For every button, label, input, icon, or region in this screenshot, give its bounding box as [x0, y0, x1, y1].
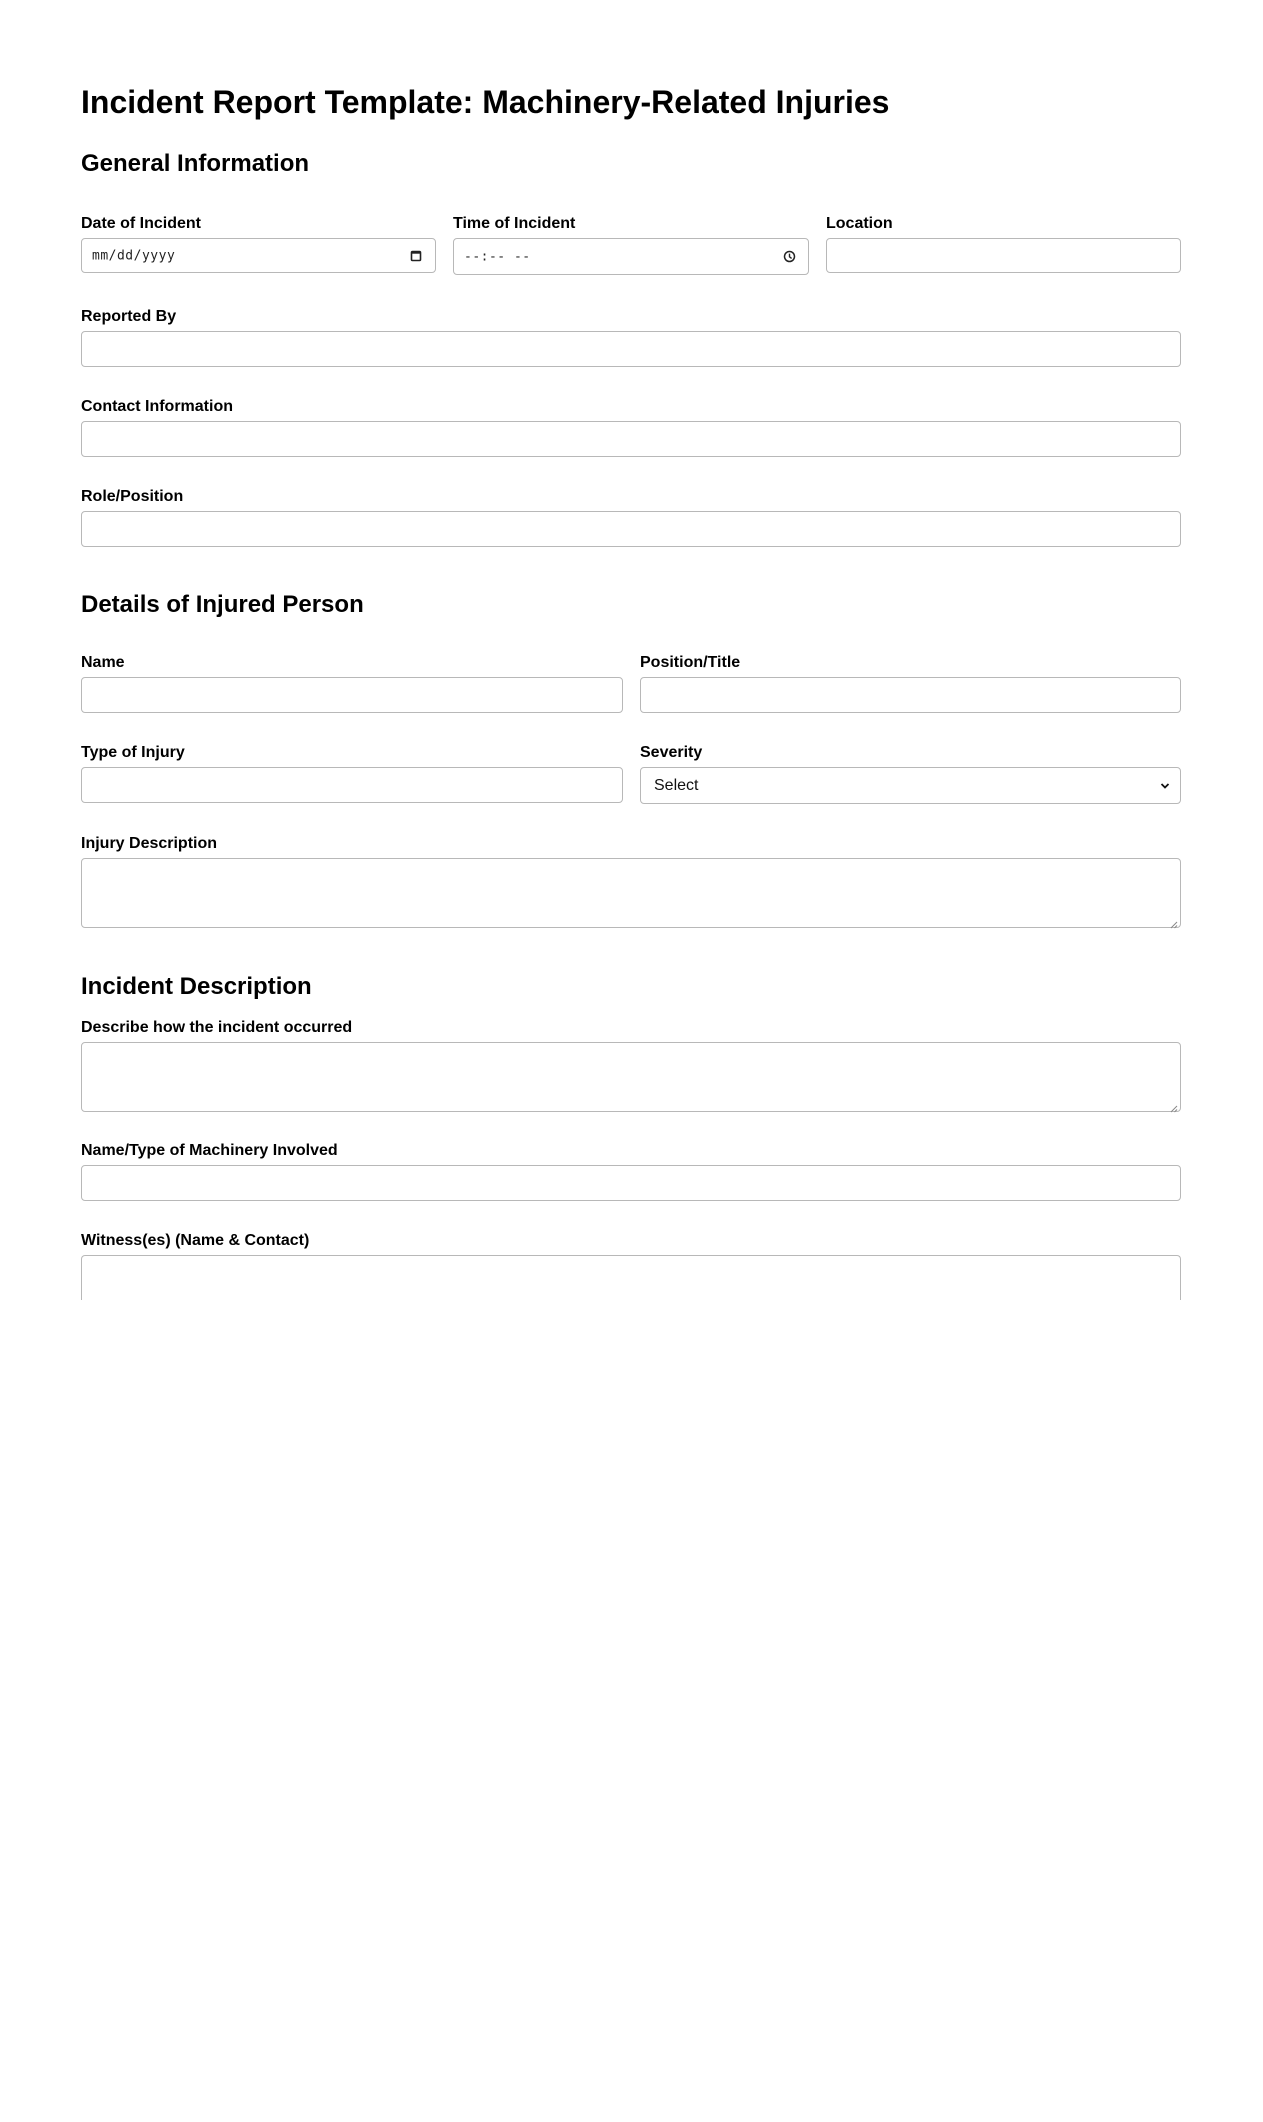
date-label: Date of Incident: [81, 215, 202, 232]
name-input[interactable]: [81, 677, 623, 713]
field-time-of-incident: [453, 216, 809, 275]
field-date-of-incident: [81, 216, 436, 273]
field-injury-description: [81, 836, 1181, 928]
field-witnesses: [81, 1233, 1181, 1300]
injury-description-label: Injury Description: [81, 835, 218, 852]
field-type-of-injury: [81, 745, 623, 803]
position-input[interactable]: [640, 677, 1181, 713]
incident-occurred-textarea[interactable]: [81, 1042, 1181, 1112]
injury-description-textarea[interactable]: [81, 858, 1181, 928]
time-placeholder: --:-- --: [464, 249, 531, 264]
resize-handle-icon[interactable]: [1169, 916, 1178, 925]
field-contact-information: [81, 399, 1181, 457]
calendar-icon[interactable]: [409, 249, 423, 263]
machinery-input[interactable]: [81, 1165, 1181, 1201]
section-heading-incident: Incident Description: [81, 973, 312, 1000]
field-incident-occurred: [81, 1020, 1181, 1112]
severity-select[interactable]: [640, 767, 1181, 804]
field-role-position: [81, 489, 1181, 547]
field-name: [81, 655, 623, 713]
name-label: Name: [81, 654, 125, 671]
witnesses-textarea[interactable]: [81, 1255, 1181, 1300]
machinery-label: Name/Type of Machinery Involved: [81, 1142, 338, 1159]
injury-type-label: Type of Injury: [81, 744, 185, 761]
location-input[interactable]: [826, 238, 1181, 273]
time-input[interactable]: [453, 238, 809, 275]
date-input[interactable]: [81, 238, 436, 273]
field-machinery-involved: [81, 1143, 1181, 1201]
reported-by-input[interactable]: [81, 331, 1181, 367]
location-label: Location: [826, 215, 893, 232]
chevron-down-icon: [1158, 779, 1172, 793]
section-heading-general: General Information: [81, 150, 310, 177]
field-position-title: [640, 655, 1181, 713]
field-reported-by: [81, 309, 1181, 367]
witnesses-label: Witness(es) (Name & Contact): [81, 1232, 310, 1249]
clock-icon[interactable]: [782, 250, 796, 264]
resize-handle-icon[interactable]: [1169, 1100, 1178, 1109]
date-placeholder: mm/dd/yyyy: [92, 248, 176, 263]
contact-input[interactable]: [81, 421, 1181, 457]
role-input[interactable]: [81, 511, 1181, 547]
field-severity: [640, 745, 1181, 804]
incident-occurred-label: Describe how the incident occurred: [81, 1019, 353, 1036]
field-location: [826, 216, 1181, 273]
page-title: Incident Report Template: Machinery-Related Injuries: [81, 84, 890, 120]
role-label: Role/Position: [81, 488, 184, 505]
position-label: Position/Title: [640, 654, 741, 671]
injury-type-input[interactable]: [81, 767, 623, 803]
severity-selected-value: Select: [654, 776, 699, 794]
contact-label: Contact Information: [81, 398, 233, 415]
reported-by-label: Reported By: [81, 308, 177, 325]
severity-label: Severity: [640, 744, 703, 761]
section-heading-injured: Details of Injured Person: [81, 591, 364, 618]
time-label: Time of Incident: [453, 215, 576, 232]
